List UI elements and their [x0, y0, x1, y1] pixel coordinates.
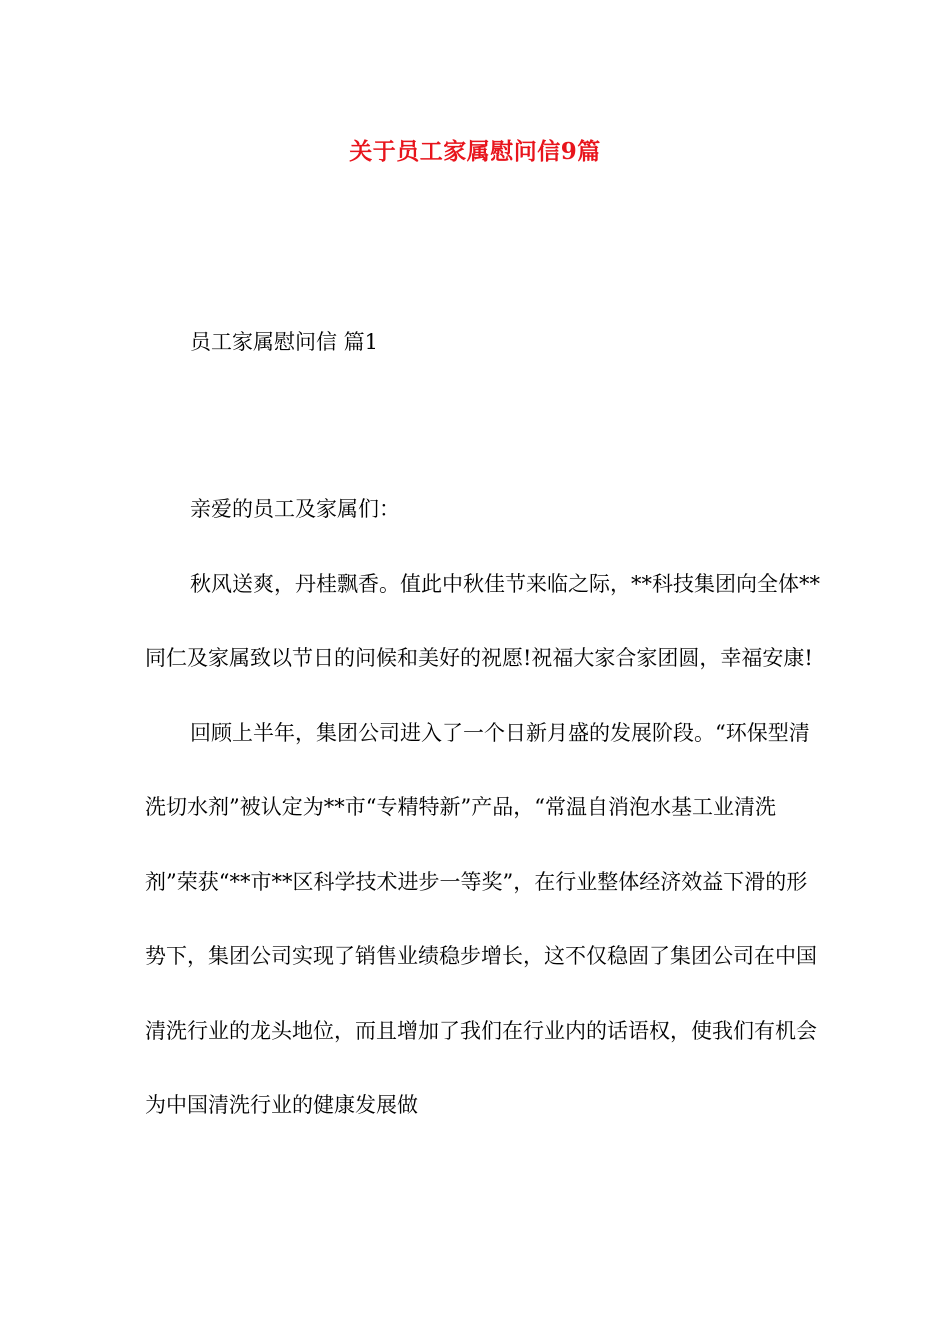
- document-title: 关于员工家属慰问信9篇: [349, 138, 601, 165]
- section-heading: 员工家属慰问信 篇1: [190, 330, 379, 354]
- greeting-paragraph: 秋风送爽，丹桂飘香。值此中秋佳节来临之际，**科技集团向全体**同仁及家属致以节日的问候和美好的祝愿!祝福大家合家团圆，幸福安康!: [145, 571, 820, 670]
- letter-body: [145, 472, 825, 1143]
- review-paragraph: 回顾上半年，集团公司进入了一个日新月盛的发展阶段。“环保型清洗切水剂”被认定为**市“专精特新”产品，“常温自消泡水基工业清洗剂”荣获“**市**区科学技术进步一等奖”，在行业整体经济效益下滑的形势下，集团公司实现了销售业绩稳步增长，这不仅稳固了集团公司在中国清洗行业的龙头地位，而且增加了我们在行业内的话语权，使我们有机会为中国清洗行业的健康发展做: [145, 720, 817, 1117]
- salutation-paragraph: 亲爱的员工及家属们：: [190, 497, 400, 521]
